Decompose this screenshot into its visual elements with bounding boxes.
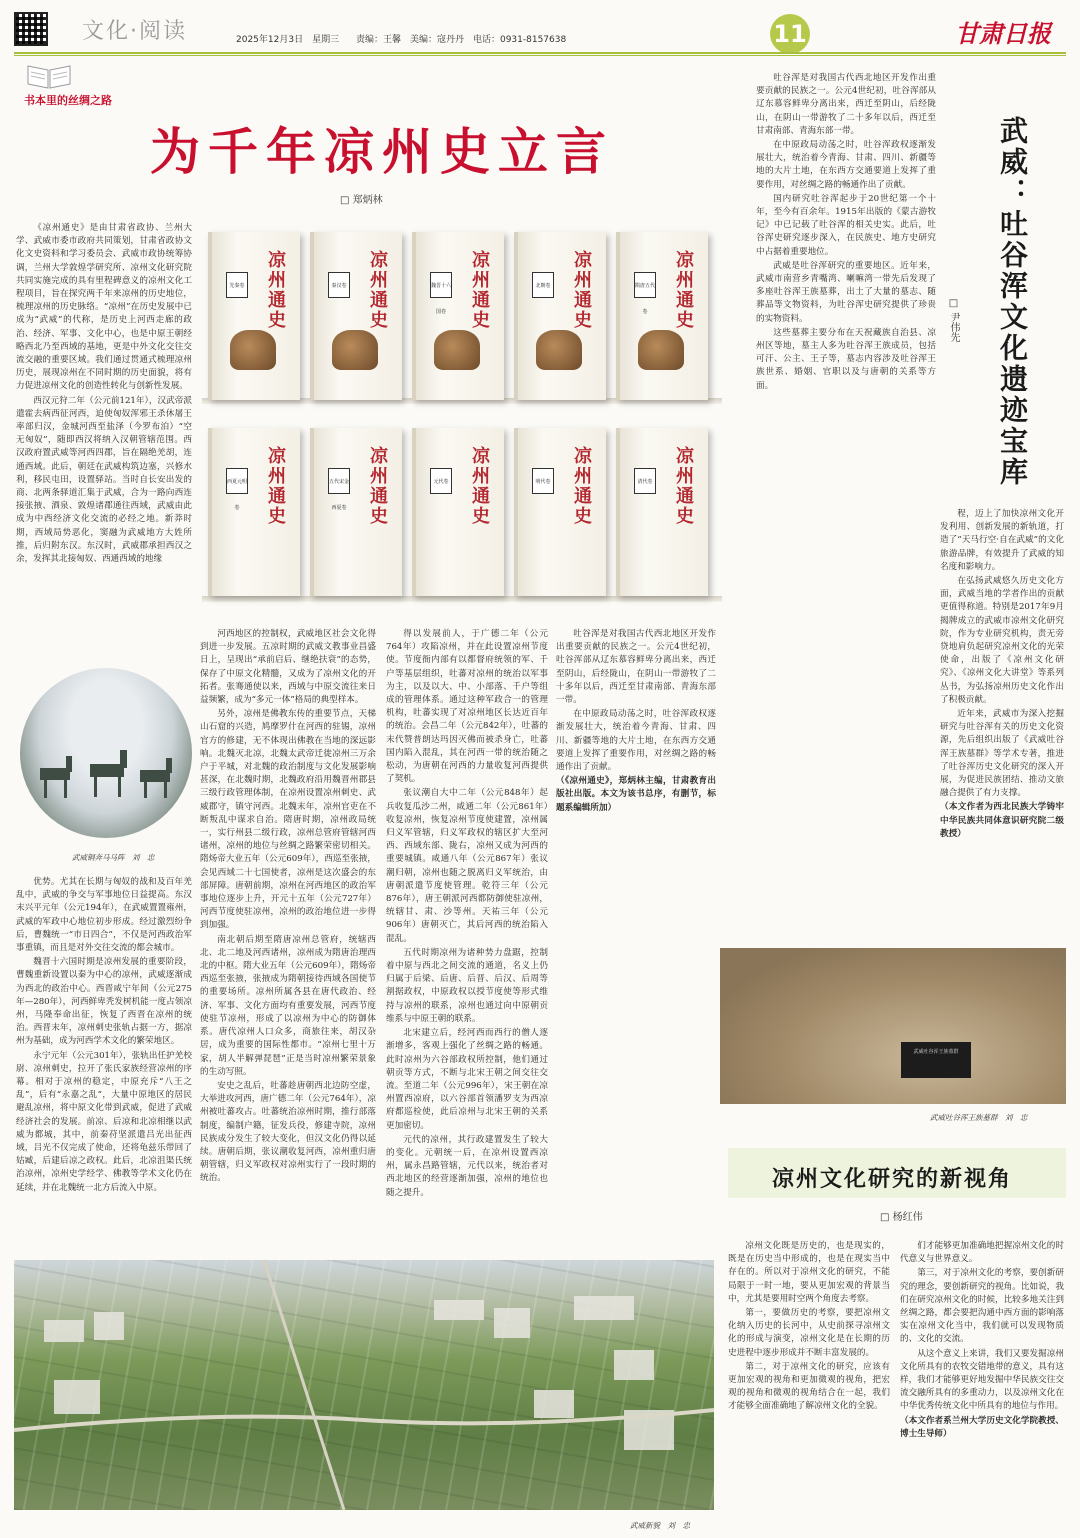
horse-figures-icon	[20, 668, 192, 838]
book-cover: 凉州通史 北朝卷	[514, 232, 606, 400]
paragraph: 第一，要做历史的考察，要把凉州文化纳入历史的长河中，从史前探寻凉州文化的形成与演变，凉州文化是在长期的历史进程中逐步形成并不断丰富发展的。	[728, 1308, 890, 1358]
article1-byline: □ 郑炳林	[340, 191, 383, 206]
article1-column-3	[386, 628, 548, 1254]
header-rule-thin	[14, 55, 1066, 56]
side-author-note: （本文作者为西北民族大学铸牢中华民族共同体意识研究院二级教授）	[940, 802, 1064, 839]
article-side-column-2	[940, 508, 1064, 940]
book-cover: 凉州通史 元代卷	[412, 428, 504, 596]
editor-info: 责编：王馨 美编：寇丹丹 电话：0931-8157638	[355, 35, 567, 45]
article-side-column-1	[756, 72, 936, 942]
section-title: 文化·阅读	[82, 19, 187, 44]
paragraph: 元代的凉州，其行政建置发生了较大的变化。元朝统一后，在凉州设置西凉州，属永昌路管辖，元代以来，统治者对西北地区的经营逐渐加强，凉州的地位也随之提升。	[386, 1134, 548, 1198]
article2-byline: □ 杨红伟	[880, 1208, 923, 1223]
horses-caption: 武威铜奔马马阵 刘 忠	[72, 853, 155, 862]
paragraph: 北宋建立后，经河西而西行的僧人逐渐增多，客观上强化了丝绸之路的畅通。此时凉州为六谷部政权所控制，他们通过朝贡等方式，不断与北宋王朝之间交往交流。至道二年（公元996年），宋王朝在凉州置西凉府，以六谷部首领潘罗支为西凉府都巡检使，此后凉州与北宋王朝的关系更加密切。	[386, 1028, 548, 1131]
paragraph: 安史之乱后，吐蕃趁唐朝西北边防空虚，大举进攻河西，唐广德二年（公元764年），凉州被吐蕃攻占。吐蕃统治凉州时期，推行部落制度，编制户籍，征发兵役，修建寺院，凉州民族成分发生了较大变化，但汉文化仍得以延续。唐朝后期，张议潮收复河西，凉州重归唐朝管辖，归义军政权对凉州实行了一段时期的统治。	[200, 1080, 376, 1184]
city-blocks-icon	[14, 1260, 714, 1510]
book-cover: 凉州通史 明代卷	[514, 428, 606, 596]
paragraph: 得以发展前人，于广德二年（公元764年）攻陷凉州，并在此设置凉州节度使。节度衙内部有以都督府统领的军、千户等基层组织，吐蕃对凉州的统治以军事为主，以及以大、中、小部落、千户等组成的管理体系。通过这种军政合一的管理机构，吐蕃实现了对凉州地区长达近百年的统治。会昌二年（公元842年），吐蕃的末代赞普朗达玛因灭佛而被杀身亡，吐蕃国内陷入混乱，其在河西一带的统治随之松动，为唐朝在河西的力量收复河西提供了契机。	[386, 629, 548, 785]
article1-column-1	[16, 222, 192, 654]
city-aerial-photo	[14, 1260, 714, 1510]
article2-author-note: （本文作者系兰州大学历史文化学院教授、博士生导师）	[900, 1415, 1064, 1439]
book-cover: 凉州通史 西夏元明卷	[208, 428, 300, 596]
paragraph: 从这个意义上来讲，我们又要发掘凉州文化所具有的农牧交错地带的意义，具有这样，我们才能够更好地发掘中华民族交往交流交融所具有的多重动力，以及凉州文化在中华优秀传统文化中所具有的地位与作用。	[900, 1348, 1064, 1412]
column-label: 书本里的丝绸之路	[24, 94, 112, 107]
stele-plaque: 武威吐谷浑王族墓群	[901, 1042, 971, 1078]
paragraph: 南北朝后期至隋唐凉州总管府，统辖西北、北二地及河西诸州，凉州成为隋唐治理西北的中枢。隋大业五年（公元609年），隋炀帝西巡至张掖，张掖成为隋朝接待西域各国使节的重要场所。凉州所属各县在唐代政治、经济、军事、文化方面均有重要发展，河西节度使驻节凉州，形成了以凉州为中心的防御体系。唐代凉州人口众多，商旅往来，胡汉杂居，成为重要的国际性都市。“凉州七里十万家，胡人半解弹琵琶”正是当时凉州繁荣景象的生动写照。	[200, 934, 376, 1077]
side-article-title: 武威：吐谷浑文化遗迹宝库	[996, 116, 1029, 488]
paragraph: 武威是吐谷浑研究的重要地区。近年来，武威市南营乡青嘴湾、喇嘛湾一带先后发现了多座吐谷浑王族墓葬，出土了大量的墓志、随葬品等文物资料，为吐谷浑史研究提供了珍贵的实物资料。	[756, 260, 936, 324]
book-cover: 凉州通史 隋唐五代卷	[616, 232, 708, 400]
paragraph: 在中原政局动荡之时，吐谷浑政权逐渐发展壮大，统治着今青海、甘肃、四川、新疆等地的大片土地，在东西方交通要道上发挥了重要作用，对丝绸之路的畅通作出了贡献。	[556, 709, 716, 773]
paragraph: 河西地区的控制权，武威地区社会文化得到进一步发展。五凉时期的武威文教事业昌盛日上，呈现出“承前启后、继绝扶衰”的态势，保存了中原文化精髓，又成为了凉州文化的开拓者。张骞通使以来，西域与中原交流往来日益频繁，成为“多元一体”格局的典型样本。	[200, 629, 376, 706]
paragraph: 在弘扬武威悠久历史文化方面，武威当地的学者作出的贡献更值得称道。特别是2017年9月揭牌成立的武威市凉州文化研究院，作为专业研究机构，责无旁贷地肩负起研究凉州文化的光荣使命，出版了《凉州文化研究》、《凉州文化大讲堂》等系列丛书，为弘扬凉州历史文化作出了积极贡献。	[940, 576, 1064, 705]
paragraph: 们才能够更加准确地把握凉州文化的时代意义与世界意义。	[900, 1241, 1064, 1265]
article1-column-4	[556, 628, 716, 1254]
header-info	[236, 32, 566, 45]
article1-source-note: （《凉州通史》，郑炳林主编，甘肃教育出版社出版。本文为该书总序，有删节，标题系编辑所加）	[556, 776, 716, 813]
bronze-horses-photo	[20, 668, 192, 838]
paragraph: 永宁元年（公元301年），张轨出任护羌校尉、凉州刺史，拉开了张氏家族经营凉州的序幕。相对于凉州的稳定，中原充斥“八王之乱”，后有“永嘉之乱”，大量中原地区的居民避乱凉州，将中原文化带到武威，促进了武威经济社会的发展。前凉、后凉和北凉相继以武威为都城，其中，前秦苻坚派遣吕光出征西域，吕光不仅完成了使命，还将龟兹乐带回了姑臧，后建后凉之政权。此后，北凉沮渠氏统治凉州，凉州史学经学、佛教等学术文化仍在延续，并在北魏统一北方后流入中原。	[16, 1050, 192, 1193]
paragraph: 优势。尤其在长期与匈奴的战和及百年羌乱中，武威的争交与军事地位日益提高。东汉末兴平元年（公元194年），在武威置置雍州，武威的军政中心地位初步形成。经过激烈纷争后，曹魏统一“市日四合”，不仅是河西政治军事重镇，而且是对外交往交流的都会城市。	[16, 877, 192, 954]
paragraph: 张议潮自大中二年（公元848年）起兵收复瓜沙二州，咸通二年（公元861年）收复凉州，恢复凉州节度使建置，凉州属归义军管辖，归义军政权的辖区扩大至河西、西域东部、陇右，凉州又成为河西的重要城镇。咸通八年（公元867年）张议潮归朝，凉州也随之脱离归义军统治，由唐朝派遣节度使管理。乾符三年（公元876年），唐王朝派河西都防御使驻凉州，统辖甘、肃、沙等州。天祐三年（公元906年）唐朝灭亡，其后河西的统治陷入混乱。	[386, 788, 548, 944]
paragraph: 国内研究吐谷浑起步于20世纪第一个十年，至今有百余年。1915年出版的《蒙古游牧记》中已记载了吐谷浑的相关史实。此后，吐谷浑史研究逐步深入，在民族史、地方史研究中占据着重要地位。	[756, 193, 936, 257]
paragraph: 近年来，武威市为深入挖掘研究与吐谷浑有关的历史文化资源，先后组织出版了《武威吐谷浑王族墓群》等学术专著，推进了吐谷浑历史文化研究的深入开展，为促进民族团结、推动文旅融合提供了有力支撑。	[940, 709, 1064, 799]
side-article-byline: □ 尹伟先	[946, 298, 961, 342]
book-cover: 凉州通史 五代宋金西夏卷	[310, 428, 402, 596]
header-rule	[14, 52, 1066, 54]
book-cover: 凉州通史 秦汉卷	[310, 232, 402, 400]
paragraph: 程，迈上了加快凉州文化开发利用、创新发展的新轨道，打造了“天马行空·自在武威”的文化旅游品牌，有效提升了武威的知名度和影响力。	[940, 509, 1064, 572]
paragraph: 吐谷浑是对我国古代西北地区开发作出重要贡献的民族之一。公元4世纪初，吐谷浑部从辽东慕容鲜卑分离出来，西迁至阴山，后经陇山，在阴山一带游牧了二十多年以后，西迁至甘肃南部、青海东部一带。	[756, 73, 936, 136]
article1-column-1b	[16, 876, 192, 1252]
article2-column-1	[728, 1240, 890, 1528]
book-cover: 凉州通史 魏晋十六国卷	[412, 232, 504, 400]
main-title: 为千年凉州史立言	[150, 123, 614, 181]
paragraph: 另外，凉州是佛教东传的重要节点，天梯山石窟的兴造，鸠摩罗什在河西的驻锡，凉州官方的修建，无不体现出佛教在当地的深远影响。北魏灭北凉，北魏太武帝迁徙凉州三万余户于平城，对北魏的政治制度与文化发展影响甚深，在北魏时期，北魏政府沿用魏晋州郡县三级行政管理体制，在凉州设置凉州刺史、武威郡守，镇守河西。北魏末年，凉州官吏在不断叛乱中谋求自治。隋唐时期，凉州政局统一，实行州县二级行政，凉州总管府管辖河西诸州，凉州的地位与丝绸之路繁荣密切相关。隋炀帝大业五年（公元609年），西巡至张掖，会见西域二十七国使者，凉州是这次盛会的东部屏障。唐朝前期，凉州在河西地区的政治军事地位逐步上升，开元十五年（公元727年）河西节度使驻凉州，凉州的政治地位进一步得到加强。	[200, 709, 376, 931]
page-number-badge: 11	[770, 14, 810, 54]
open-book-icon	[26, 64, 72, 90]
qr-code-icon	[14, 12, 48, 46]
tomb-cliff-photo	[720, 948, 1066, 1104]
cliff-caption: 武威吐谷浑王族墓群 刘 忠	[930, 1113, 1028, 1122]
article2-column-2	[900, 1240, 1064, 1528]
paragraph: 在中原政局动荡之时，吐谷浑政权逐渐发展壮大，统治着今青海、甘肃、四川、新疆等地的大片土地，在东西方交通要道上发挥了重要作用，对丝绸之路的畅通作出了贡献。	[756, 140, 936, 190]
city-caption: 武威新貌 刘 忠	[630, 1521, 690, 1530]
paragraph: 凉州文化既是历史的，也是现实的，既是在历史当中形成的，也是在现实当中存在的。所以对于凉州文化的研究，不能局限于一时一地，要从更加宏观的背景当中，尤其是要用时空两个角度去考察。	[728, 1241, 890, 1304]
paragraph: 西汉元狩二年（公元前121年），汉武帝派遣霍去病西征河西，迫使匈奴浑邪王杀休屠王率部归汉，金城河西至盐泽（今罗布泊）“空无匈奴”，随即西汉将纳入汉朝管辖范围。西汉政府置武威等河西四郡，旨在隔绝羌胡，连通西域。此后，朝廷在武威构筑边塞，兴修水利，移民屯田，设置驿站。当时自长安出发的商、北两条驿道汇集于武威，合为一路向西连接张掖、酒泉、敦煌诸郡通往西域，武威由此成为中西经济文化交流的必经之地。新莽时期，西域局势恶化，窦融为武威地方大姓所推，后归附东汉。东汉时，武威郡承担西汉之余，发挥其北接匈奴、西通西域的地缘	[16, 395, 192, 565]
paragraph: 吐谷浑是对我国古代西北地区开发作出重要贡献的民族之一。公元4世纪初，吐谷浑部从辽东慕容鲜卑分离出来，西迁至阴山，后经陇山，在阴山一带游牧了二十多年以后，西迁至甘肃南部、青海东部一带。	[556, 629, 716, 706]
book-cover: 凉州通史 清代卷	[616, 428, 708, 596]
paragraph: 魏晋十六国时期是凉州发展的重要阶段，曹魏重新设置以秦为中心的凉州，武威逐渐成为西北的政治中心。西晋咸宁年间（公元275年—280年），河西鲜卑秃发树机能一度占领凉州，马隆奉命出征，恢复了西晋在凉州的统治。西晋末年，凉州刺史张轨占据一方，据凉州为基础，成为河西学术文化的繁荣地区。	[16, 957, 192, 1047]
newspaper-logo: 甘肃日报	[955, 19, 1051, 48]
paragraph: 这些墓葬主要分布在天祝藏族自治县、凉州区等地，墓主人多为吐谷浑王族成员，包括可汗、公主、王子等，墓志内容涉及吐谷浑王族世系、婚姻、官职以及与唐朝的关系等方面。	[756, 327, 936, 391]
article1-column-2	[200, 628, 376, 1254]
issue-date: 2025年12月3日 星期三	[236, 35, 340, 45]
paragraph: 第二，对于凉州文化的研究，应该有更加宏观的视角和更加微观的视角，把宏观的视角和微观的视角结合在一起，我们才能够全面准确地了解凉州文化的全貌。	[728, 1361, 890, 1412]
paragraph: 《凉州通史》是由甘肃省政协、兰州大学、武威市委市政府共同策划，甘肃省政协文化文史资料和学习委员会、武威市政协统筹协调，兰州大学敦煌学研究所、凉州文化研究院共同实施完成的具有里程碑意义的凉州文化工程项目，旨在探究两千年来凉州的历史地位，梳理凉州的历史脉络。“凉州”在历史发展中已成为“武威”的代称，是历史上河西走廊的政治、经济、军事、文化中心，也是中原王朝经略西北乃至西域的基地，更是中外文化交往交流交融的重要区域。我们通过贯通式梳理凉州历史，展现凉州在不同时期的历史面貌，将有力促进凉州文化的创造性转化与创新性发展。	[16, 223, 192, 392]
paragraph: 第三，对于凉州文化的考察，要创新研究的理念，要创新研究的视角。比如说，我们在研究凉州文化的时候，比较多地关注到丝绸之路，都会要把沟通中西方面的影响落实在凉州文化当中，我们就可以发现物质的、文化的交流。	[900, 1268, 1064, 1345]
article2-title: 凉州文化研究的新视角	[772, 1167, 1013, 1192]
shelf-line	[202, 596, 722, 602]
book-cover: 凉州通史 先秦卷	[208, 232, 300, 400]
book-series-photo	[202, 222, 722, 618]
paragraph: 五代时期凉州为诸种势力盘踞，控制着中原与西北之间交流的通道，名义上仍归属于后梁、后唐、后晋、后汉、后周等割据政权，中原政权以授节度使等形式维持与凉州的联系，凉州也通过向中原朝贡维系与中原王朝的联系。	[386, 947, 548, 1024]
